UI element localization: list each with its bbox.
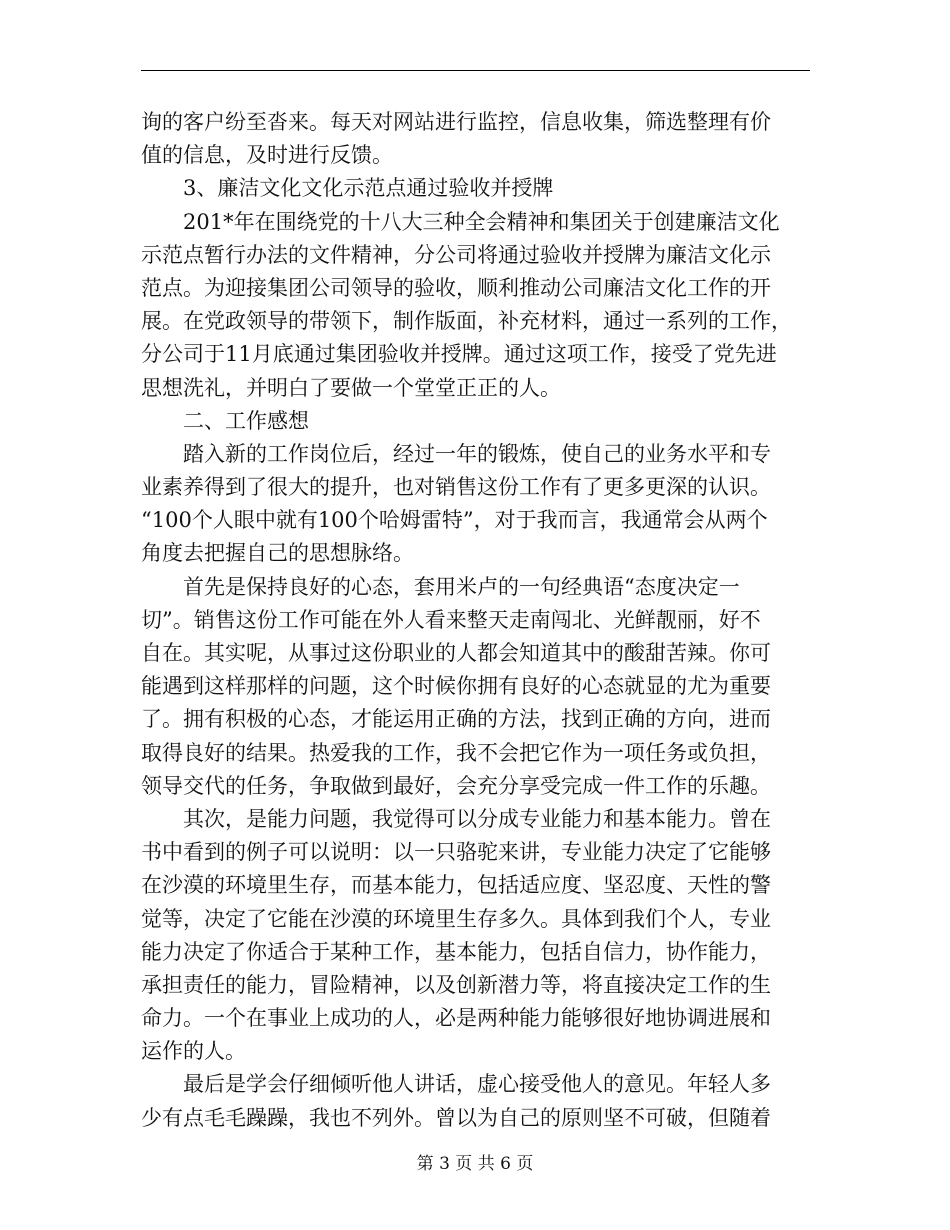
text-line: 展。在党政领导的带领下，制作版面，补充材料，通过一系列的工作， [141, 309, 792, 334]
text-line: 思想洗礼，并明白了要做一个堂堂正正的人。 [141, 375, 561, 400]
text-line: 运作的人。 [141, 1039, 246, 1064]
text-line: 能力决定了你适合于某种工作，基本能力，包括自信力，协作能力， [141, 939, 771, 964]
text-line: 角度去把握自己的思想脉络。 [141, 541, 414, 566]
text-line: 命力。一个在事业上成功的人，必是两种能力能够很好地协调进展和 [141, 1006, 771, 1031]
text-line: 示范点暂行办法的文件精神，分公司将通过验收并授牌为廉洁文化示 [141, 242, 771, 267]
page-footer: 第 3 页 共 6 页 [416, 1154, 534, 1174]
text-line: 觉等，决定了它能在沙漠的环境里生存多久。具体到我们个人，专业 [141, 906, 771, 931]
text-line: 分公司于11月底通过集团验收并授牌。通过这项工作，接受了党先进 [141, 342, 777, 367]
text-line: 其次，是能力问题，我觉得可以分成专业能力和基本能力。曾在 [183, 806, 771, 831]
text-line: 3、廉洁文化文化示范点通过验收并授牌 [183, 176, 554, 201]
text-line: 询的客户纷至沓来。每天对网站进行监控，信息收集，筛选整理有价 [141, 110, 771, 134]
text-line: 最后是学会仔细倾听他人讲话，虚心接受他人的意见。年轻人多 [183, 1072, 771, 1097]
text-line: 自在。其实呢，从事过这份职业的人都会知道其中的酸甜苦辣。你可 [141, 641, 771, 665]
text-line: 首先是保持良好的心态，套用米卢的一句经典语“态度决定一 [183, 574, 740, 599]
text-line: 业素养得到了很大的提升，也对销售这份工作有了更多更深的认识。 [141, 475, 771, 500]
text-line: 踏入新的工作岗位后，经过一年的锻炼，使自己的业务水平和专 [183, 441, 771, 466]
text-line: 承担责任的能力，冒险精神，以及创新潜力等，将直接决定工作的生 [141, 972, 771, 997]
text-line: 领导交代的任务，争取做到最好，会充分享受完成一件工作的乐趣。 [141, 773, 771, 798]
text-line: 值的信息，及时进行反馈。 [141, 143, 393, 168]
text-line: 能遇到这样那样的问题，这个时候你拥有良好的心态就显的尤为重要 [141, 674, 771, 699]
body-text [141, 106, 810, 1135]
header-rule [141, 70, 810, 71]
text-line: 少有点毛毛躁躁，我也不列外。曾以为自己的原则坚不可破，但随着 [141, 1105, 771, 1130]
text-line: 在沙漠的环境里生存，而基本能力，包括适应度、坚忍度、天性的警 [141, 873, 771, 898]
text-line: 取得良好的结果。热爱我的工作，我不会把它作为一项任务或负担， [141, 740, 771, 765]
text-line: 书中看到的例子可以说明：以一只骆驼来讲，专业能力决定了它能够 [141, 840, 771, 865]
text-line: 切”。销售这份工作可能在外人看来整天走南闯北、光鲜靓丽，好不 [141, 607, 761, 632]
text-line: 201*年在围绕党的十八大三种全会精神和集团关于创建廉洁文化 [183, 209, 780, 234]
text-line: “100个人眼中就有100个哈姆雷特”，对于我而言，我通常会从两个 [141, 508, 768, 533]
text-line: 范点。为迎接集团公司领导的验收，顺利推动公司廉洁文化工作的开 [141, 275, 771, 300]
text-line: 二、工作感想 [183, 408, 309, 433]
text-line: 了。拥有积极的心态，才能运用正确的方法，找到正确的方向，进而 [141, 707, 771, 732]
